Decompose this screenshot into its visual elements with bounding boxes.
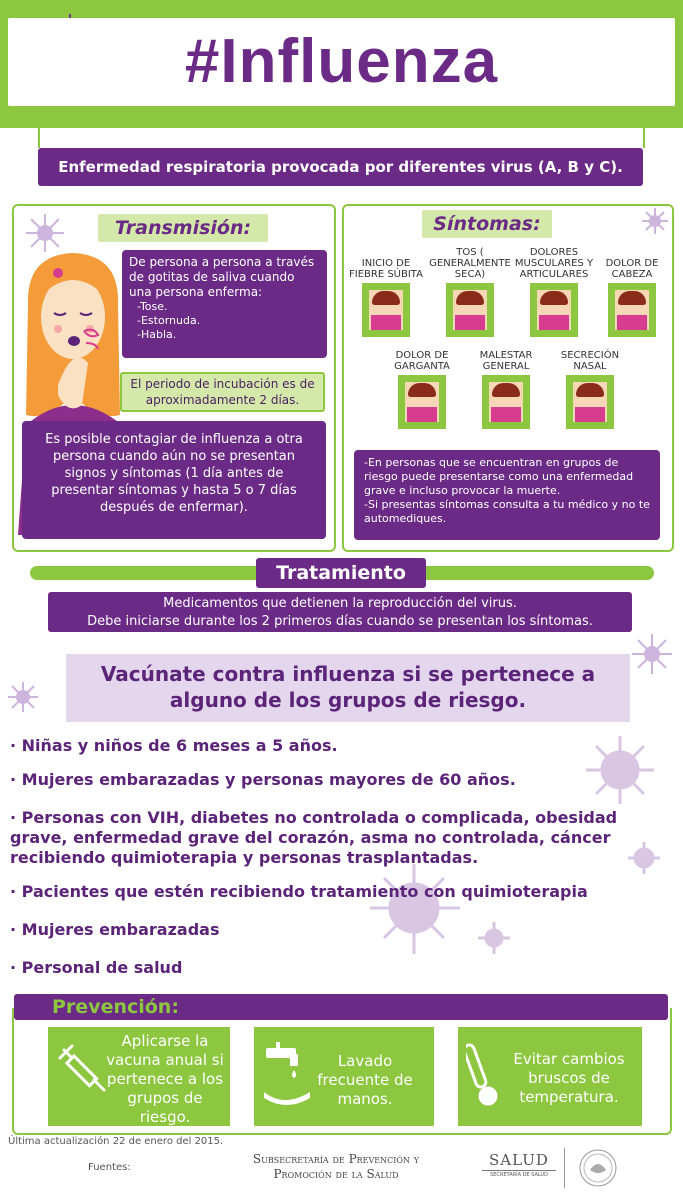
virus-decoration-icon xyxy=(640,206,670,236)
symptom-label: MALESTAR GENERAL xyxy=(479,350,533,372)
syringe-icon xyxy=(58,1044,108,1094)
prevention-text: Aplicarse la vacuna anual si pertenece a los grupos de riesgo. xyxy=(106,1032,224,1126)
page-title: #Influenza xyxy=(8,18,675,106)
transmission-info-box xyxy=(122,250,327,358)
symptom-label: SECRECIÓN NASAL xyxy=(560,350,620,372)
symptom-label: DOLOR DE CABEZA xyxy=(605,258,659,280)
connector-line xyxy=(38,128,40,148)
logo-divider xyxy=(564,1148,565,1188)
transmission-item: -Habla. xyxy=(137,328,177,341)
risk-group-item: · Pacientes que estén recibiendo tratamiento con quimioterapia xyxy=(10,882,588,901)
symptom-muscle-pain xyxy=(512,246,596,337)
risk-group-item: · Mujeres embarazadas xyxy=(10,920,220,939)
agency-line: Subsecretaría de Prevención y xyxy=(252,1152,420,1166)
symptoms-note: -En personas que se encuentran en grupos de riesgo puede presentarse como una enfermedad grave e incluso provocar la muerte. xyxy=(364,456,634,497)
runny-nose-illustration-icon xyxy=(566,375,614,429)
salud-logo-text: SALUD xyxy=(489,1151,549,1169)
symptom-malaise xyxy=(464,338,548,429)
symptom-label: TOS ( GENERALMENTE SECA) xyxy=(429,247,511,280)
muscle-pain-illustration-icon xyxy=(530,283,578,337)
symptom-label: INICIO DE FIEBRE SÚBITA xyxy=(349,258,423,280)
symptom-fever xyxy=(344,246,428,337)
symptom-label: DOLORES MUSCULARES Y ARTICULARES xyxy=(514,247,594,280)
fever-illustration-icon xyxy=(362,283,410,337)
thermometer-icon xyxy=(466,1040,506,1110)
symptom-cough xyxy=(428,246,512,337)
symptom-runny-nose xyxy=(548,338,632,429)
sore-throat-illustration-icon xyxy=(398,375,446,429)
prevention-text: Evitar cambios bruscos de temperatura. xyxy=(513,1050,625,1106)
risk-group-item: · Mujeres embarazadas y personas mayores de 60 años. xyxy=(10,770,516,789)
treatment-heading: Tratamiento xyxy=(256,558,426,588)
risk-group-item: · Niñas y niños de 6 meses a 5 años. xyxy=(10,736,338,755)
symptoms-note: -Si presentas síntomas consulta a tu médico y no te automediques. xyxy=(364,498,650,525)
salud-logo xyxy=(482,1152,556,1179)
connector-line xyxy=(643,128,645,148)
agency-name xyxy=(226,1152,446,1182)
national-seal-icon xyxy=(572,1146,624,1190)
sources-label: Fuentes: xyxy=(88,1162,131,1173)
transmission-heading: Transmisión: xyxy=(98,214,268,242)
risk-group-item: · Personal de salud xyxy=(10,958,183,977)
last-updated: Última actualización 22 de enero del 2015. xyxy=(8,1136,224,1147)
prevention-heading: Prevención: xyxy=(52,996,179,1018)
risk-group-item: · Personas con VIH, diabetes no controlada o complicada, obesidad grave, enfermedad grave del corazón, asma no controlada, cáncer recibiendo quimioterapia y personas trasplantadas. xyxy=(10,808,618,867)
transmission-item: -Estornuda. xyxy=(137,314,201,327)
virus-decoration-icon xyxy=(6,680,40,714)
transmission-item: -Tose. xyxy=(137,300,168,313)
treatment-box xyxy=(48,592,632,632)
subtitle-banner: Enfermedad respiratoria provocada por diferentes virus (A, B y C). xyxy=(38,148,643,186)
symptom-headache xyxy=(590,246,674,337)
virus-decoration-icon xyxy=(630,632,674,676)
salud-logo-subtext: SECRETARÍA DE SALUD xyxy=(482,1170,556,1179)
symptoms-heading: Síntomas: xyxy=(422,210,552,238)
malaise-illustration-icon xyxy=(482,375,530,429)
transmission-intro: De persona a persona a través de gotitas de saliva cuando una persona enferma: xyxy=(129,255,315,299)
headache-illustration-icon xyxy=(608,283,656,337)
prevention-text: Lavado frecuente de manos. xyxy=(317,1052,413,1108)
treatment-line: Debe iniciarse durante los 2 primeros días cuando se presentan los síntomas. xyxy=(87,614,593,629)
symptom-label: DOLOR DE GARGANTA xyxy=(394,350,450,372)
treatment-line: Medicamentos que detienen la reproducción del virus. xyxy=(163,596,517,611)
transmission-list xyxy=(129,300,320,342)
agency-line: Promoción de la Salud xyxy=(273,1167,399,1181)
symptom-sore-throat xyxy=(380,338,464,429)
contagion-box: Es posible contagiar de influenza a otra persona cuando aún no se presentan signos y síntomas (1 día antes de presentar síntomas y hasta 5 o 7 días después de enfermar). xyxy=(22,421,326,539)
symptoms-note-box xyxy=(354,450,660,540)
cough-illustration-icon xyxy=(446,283,494,337)
incubation-box: El periodo de incubación es de aproximadamente 2 días. xyxy=(120,372,325,412)
vaccine-heading: Vacúnate contra influenza si se pertenece a alguno de los grupos de riesgo. xyxy=(66,654,630,722)
